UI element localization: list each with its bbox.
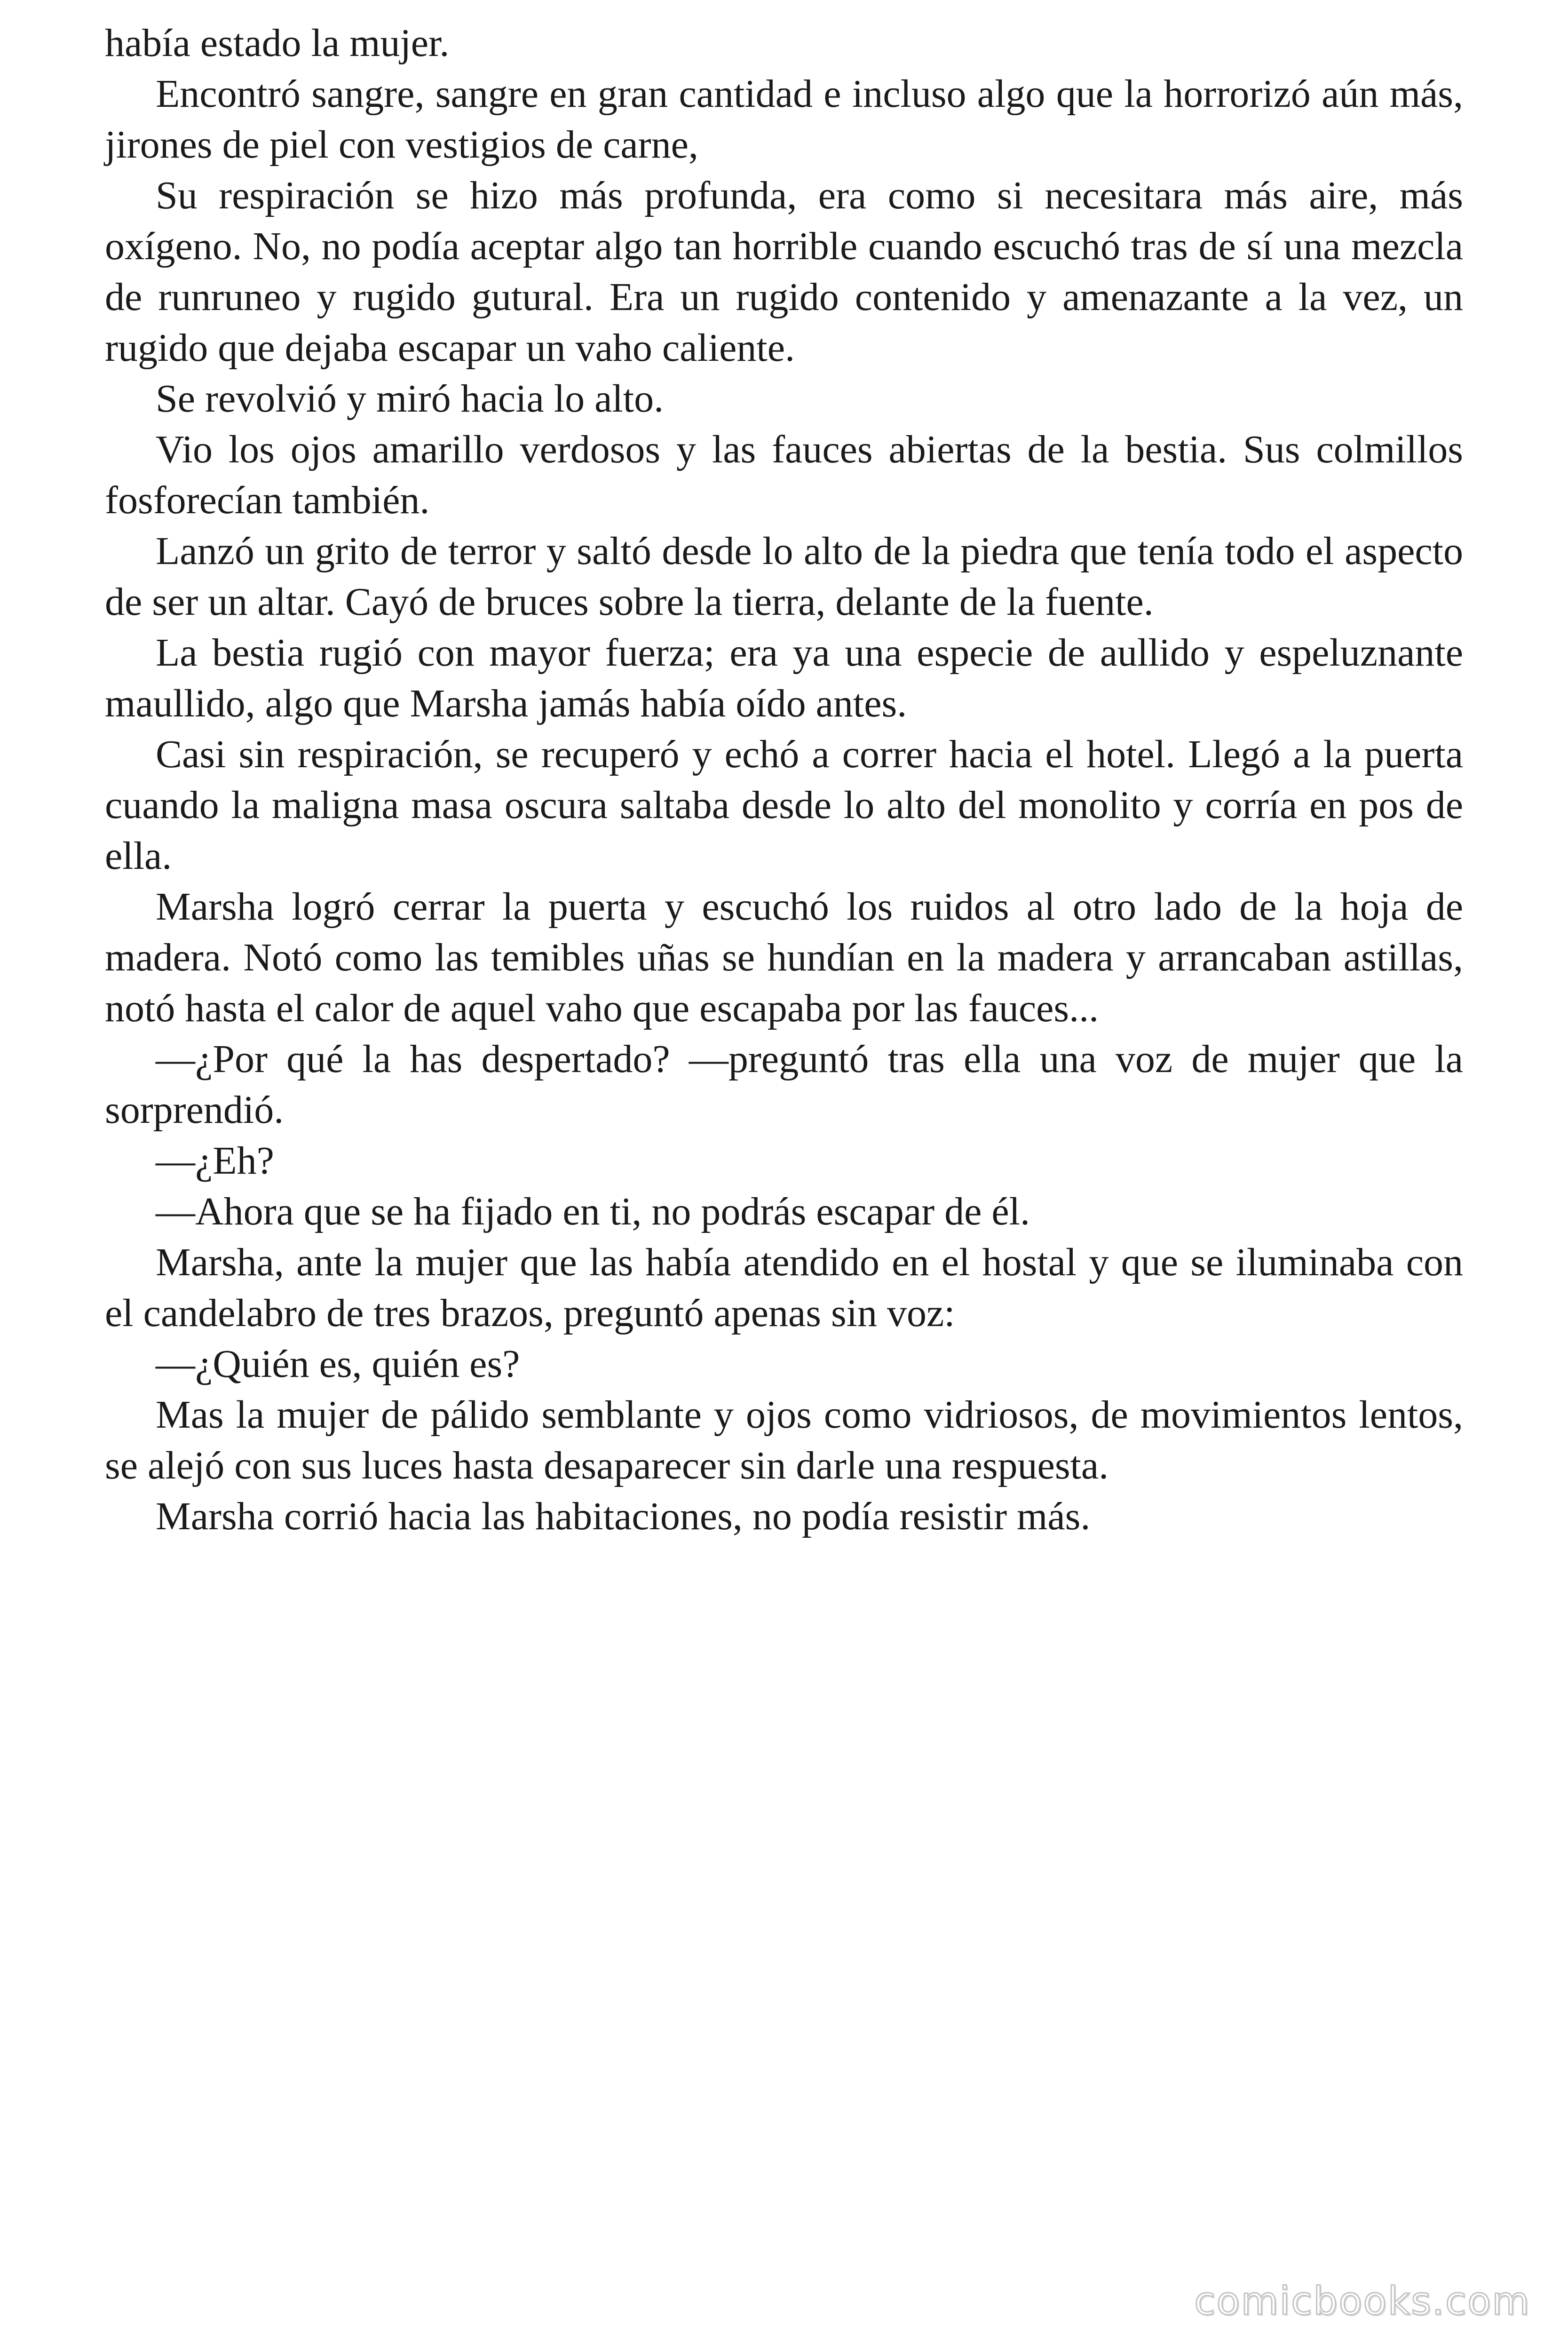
page-body: [105, 18, 1463, 1542]
paragraph: Mas la mujer de pálido semblante y ojos como vidriosos, de movimientos lentos, se alejó con sus luces hasta desaparecer sin darle una respuesta.: [105, 1393, 1463, 1487]
paragraph: Se revolvió y miró hacia lo alto.: [156, 377, 664, 421]
paragraph: Vio los ojos amarillo verdosos y las fauces abiertas de la bestia. Sus colmillos fosforecían también.: [105, 428, 1463, 522]
paragraph: Marsha corrió hacia las habitaciones, no podía resistir más.: [156, 1494, 1091, 1538]
paragraph: Marsha logró cerrar la puerta y escuchó los ruidos al otro lado de la hoja de madera. Notó como las temibles uñas se hundían en la madera y arrancaban astillas, notó hasta el calor de aquel vaho que escapaba por las fauces...: [105, 885, 1463, 1030]
paragraph: Encontró sangre, sangre en gran cantidad e incluso algo que la horrorizó aún más, jirones de piel con vestigios de carne,: [105, 72, 1463, 167]
dialogue-paragraph: —¿Quién es, quién es?: [156, 1342, 520, 1386]
dialogue-paragraph: —¿Por qué la has despertado? —preguntó tras ella una voz de mujer que la sorprendió.: [105, 1037, 1463, 1132]
dialogue-paragraph: —Ahora que se ha fijado en ti, no podrás escapar de él.: [156, 1190, 1030, 1233]
paragraph: Casi sin respiración, se recuperó y echó a correr hacia el hotel. Llegó a la puerta cuando la maligna masa oscura saltaba desde lo alto del monolito y corría en pos de ella.: [105, 732, 1463, 878]
paragraph: Marsha, ante la mujer que las había atendido en el hostal y que se iluminaba con el candelabro de tres brazos, preguntó apenas sin voz:: [105, 1240, 1463, 1335]
paragraph: Su respiración se hizo más profunda, era como si necesitara más aire, más oxígeno. No, no podía aceptar algo tan horrible cuando escuchó tras de sí una mezcla de runruneo y rugido gutural. Era un rugido contenido y amenazante a la vez, un rugido que dejaba escapar un vaho caliente.: [105, 174, 1463, 370]
paragraph: Lanzó un grito de terror y saltó desde lo alto de la piedra que tenía todo el aspecto de ser un altar. Cayó de bruces sobre la tierra, delante de la fuente.: [105, 529, 1463, 624]
watermark-logo: comicbooks.com: [1194, 2279, 1530, 2324]
paragraph-continuation: había estado la mujer.: [105, 21, 450, 65]
paragraph: La bestia rugió con mayor fuerza; era ya una especie de aullido y espeluznante maullido, algo que Marsha jamás había oído antes.: [105, 631, 1463, 725]
dialogue-paragraph: —¿Eh?: [156, 1139, 274, 1183]
